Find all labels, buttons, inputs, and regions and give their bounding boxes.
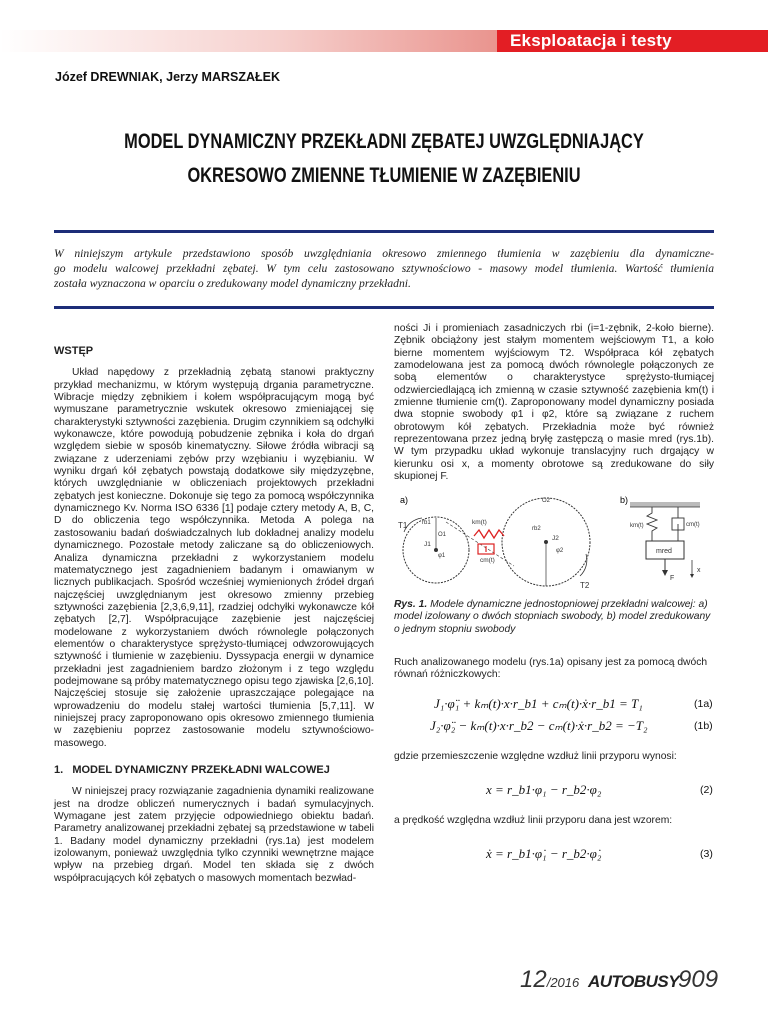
fig-phi1: φ1 bbox=[438, 553, 446, 559]
figure-1-drawing bbox=[394, 494, 714, 594]
section-name: Eksploatacja i testy bbox=[510, 31, 672, 50]
figure-caption-label: Rys. 1. bbox=[394, 599, 428, 610]
equation-1a-number: (1a) bbox=[694, 698, 713, 710]
left-column bbox=[54, 345, 374, 885]
fig-km: km(t) bbox=[472, 519, 487, 526]
header-gradient bbox=[0, 30, 505, 52]
intro-paragraph: Układ napędowy z przekładnią zębatą stanowi praktyczny przykład mechanizmu, w którym występują drgania parametryczne. Wibracje między zębnikiem i kołem współpracującym mogą być wymuszane parametrycznie wskutek okresowo zmieniającej się charakterystyki sztywności zazębienia. Drugim czynnikiem są odchyłki wykonawcze, które powodują pobudzenie zębnika i koła do drgań względem siebie w sposób kinematyczny. Siłowe źródła wibracji są związane z uderzeniami zębów przy wzębianiu i wyzębianiu. W wyniku drgań kół zębatych powstają dodatkowe siły międzyzębne, których uwzględnianie w obliczeniach projektowych przekładni zębatych jest konieczne. Dokonuje się tego za pomocą współczynnika dynamicznego Kv. Norma ISO 6336 [1] podaje cztery metody A, B, C, D do obliczenia tego współczynnika. Metoda A polega na zastosowaniu badań doświadczalnych lub dokładnej analizy modelu dynamicznego. Pozostałe metody zaliczane są do obliczeniowych. Analiza dynamiczna przekładni z wykorzystaniem modelu matematycznego jest zagadnieniem badanym i omawianym w licznych publikacjach. Spośród wcześniej wymienionych źródeł drgań najczęściej uwzględnianym jest okresowo zmienny przebieg sztywności zazębienia [2,3,6,9,11], rzadziej odchyłki wykonawcze kół zębatych [2,7]. Współpracujące zazębienie jest najczęściej modelowane z wykorzystaniem dwóch równolegle połączonych elementów o charakterystyce sprężysto-tłumiącej odwzorowujących sztywność i tłumienie w zazębieniu. Dyssypacja energii w dynamice przekładni jest zagadnieniem bardzo złożonym i z tego względu podejmowane są próby matematycznego opisu tego zjawiska [2,6,10]. Najczęściej stosuje się założenie upraszczające polegające na wprowadzeniu do modelu stałej wartości tłumienia [5,7,11]. W niniejszej pracy zaproponowano opis okresowo zmiennego tłumienia w zazębieniu poprzez zastosowanie modelu sztywnościowo-masowego. bbox=[54, 367, 374, 749]
abstract-line-3: została wyznaczona w oparciu o zredukowany model dynamiczny przekładni. bbox=[54, 277, 411, 290]
figure-caption-text: Modele dynamiczne jednostopniowej przekładni walcowej: a) model izolowany o dwóch stopniach swobody, b) model zredukowany o jednym stopniu swobody bbox=[394, 599, 711, 635]
abstract-line-2: go modelu walcowej przekładni zębatej. W tym celu zastosowano sztywnościowo - masowy model tłumienia. Wartość tłumienia bbox=[54, 262, 714, 275]
section-1-paragraph: W niniejszej pracy rozwiązanie zagadnienia dynamiki realizowane jest na drodze obliczeń numerycznych i badań symulacyjnych. Wymagane jest zatem przyjęcie odpowiedniego obiektu badań. Parametry analizowanej przekładni zębatej są przedstawione w tabeli 1. Badany model dynamiczny przekładni (rys.1a) jest modelem izolowanym, ponieważ uwzględnia tylko czynniki wewnętrzne mające wpływ na przebieg drgań. Model ten składa się z dwóch współpracujących kół zębatych o masowych momentach bezwład- bbox=[54, 786, 374, 884]
footer-issue bbox=[520, 966, 579, 996]
displacement-intro: gdzie przemieszczenie względne wzdłuż linii przyporu wynosi: bbox=[394, 751, 677, 762]
intro-heading: WSTĘP bbox=[54, 345, 94, 357]
velocity-intro: a prędkość względna wzdłuż linii przyporu dana jest wzorem: bbox=[394, 815, 673, 826]
fig-mred: mred bbox=[656, 548, 672, 555]
section-header-bar bbox=[0, 30, 768, 52]
equation-3: ẋ = r_b1·φ̇₁ − r_b2·φ̇₂ bbox=[486, 846, 602, 861]
authors: Józef DREWNIAK, Jerzy MARSZAŁEK bbox=[55, 70, 281, 84]
fig-label-b: b) bbox=[620, 495, 629, 505]
fig-phi2: φ2 bbox=[556, 548, 564, 554]
abstract-line-1: W niniejszym artykule przedstawiono sposób uwzględniania okresowo zmiennego tłumienia w zazębieniu dla dynamiczne- bbox=[54, 247, 714, 260]
fig-rb2: rb2 bbox=[532, 526, 541, 532]
footer-page-number: 909 bbox=[678, 966, 719, 993]
figure-caption bbox=[394, 599, 714, 636]
equation-1b: J₂·φ̈₂ − kₘ(t)·x·r_b2 − cₘ(t)·ẋ·r_b2 = −T₂ bbox=[430, 718, 648, 733]
spring-km bbox=[474, 530, 504, 538]
fig-x: x bbox=[697, 567, 701, 574]
ground bbox=[630, 502, 700, 507]
equation-3-number: (3) bbox=[700, 848, 713, 860]
right-column bbox=[394, 323, 714, 483]
fig-cm-b: cm(t) bbox=[686, 522, 700, 528]
model-paragraph: ności Ji i promieniach zasadniczych rbi (i=1-zębnik, 2-koło bierne). Zębnik obciążony jest stałym momentem wejściowym T1, a koło bierne momentem wyjściowym T2. Współpraca kół zębatych zamodelowana jest za pomocą dwóch równolegle połączonych ze sobą elementów o charakterystyce sprężysto-tłumiącej odzwierciedlającą ich zmienną w czasie sztywność zazębienia km(t) i zmienne tłumienie cm(t). Zaproponowany model dynamiczny posiada dwa stopnie swobody φ1 i φ2, które są związane z ruchem obrotowym kół zębatych. Przekładnia może być również reprezentowana przez jedną bryłę zastępczą o masie mred (rys.1b). W tym przypadku układ wykonuje translacyjny ruch drgający w kierunku osi x, a momenty obrotowe są zredukowane do siły skupionej F. bbox=[394, 323, 714, 483]
fig-cm: cm(t) bbox=[480, 557, 495, 564]
fig-O1: O1 bbox=[438, 532, 447, 538]
footer-year: /2016 bbox=[546, 975, 580, 990]
bottom-rule bbox=[54, 306, 714, 309]
title-line-2: OKRESOWO ZMIENNE TŁUMIENIE W ZAZĘBIENIU bbox=[187, 164, 581, 187]
fig-rb1: rb1 bbox=[422, 520, 431, 526]
abstract bbox=[54, 246, 714, 291]
fig-label-a: a) bbox=[400, 495, 409, 505]
fig-J2: J2 bbox=[552, 535, 559, 542]
equation-2-number: (2) bbox=[700, 784, 713, 796]
figure-1 bbox=[394, 494, 714, 594]
fig-T1: T1 bbox=[398, 521, 408, 530]
fig-O2: O2 bbox=[542, 498, 551, 504]
equations-intro: Ruch analizowanego modelu (rys.1a) opisany jest za pomocą dwóch równań różniczkowych: bbox=[394, 657, 708, 681]
fig-J1: J1 bbox=[424, 541, 431, 548]
fig-km-b: km(t) bbox=[630, 523, 644, 529]
title-line-1: MODEL DYNAMICZNY PRZEKŁADNI ZĘBATEJ UWZGLĘDNIAJĄCY bbox=[124, 130, 644, 153]
equation-2: x = r_b1·φ₁ − r_b2·φ₂ bbox=[486, 782, 602, 797]
equation-1b-number: (1b) bbox=[694, 720, 713, 732]
equation-1a: J₁·φ̈₁ + kₘ(t)·x·r_b1 + cₘ(t)·ẋ·r_b1 = T₁ bbox=[434, 696, 643, 711]
footer-brand-logo: AUTOBUSY bbox=[588, 972, 680, 991]
spring-b bbox=[647, 507, 657, 541]
fig-T2: T2 bbox=[580, 581, 590, 590]
section-1-heading: 1. MODEL DYNAMICZNY PRZEKŁADNI WALCOWEJ bbox=[54, 764, 330, 776]
footer-issue-number: 12 bbox=[520, 966, 547, 993]
fig-F: F bbox=[670, 575, 675, 582]
top-rule bbox=[54, 230, 714, 233]
